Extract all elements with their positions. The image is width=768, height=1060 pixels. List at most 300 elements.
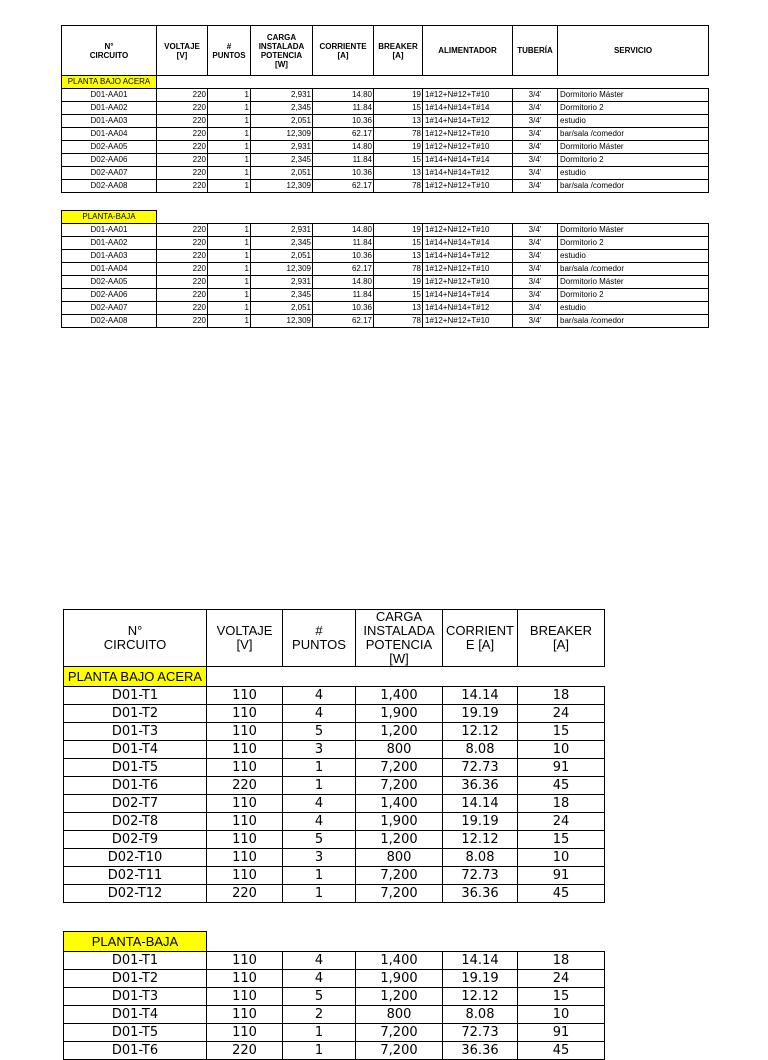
table-cell: 7,200 [356,885,443,903]
table-cell: 91 [518,1024,605,1042]
table-row [62,276,709,289]
table-cell: 19 [374,276,423,289]
t1-header-3: CARGA INSTALADA POTENCIA [W] [251,26,313,76]
table-cell: 10.36 [313,302,374,315]
table-cell: 2,051 [251,250,313,263]
table-cell: 62.17 [313,263,374,276]
table-cell: 1#12+N#12+T#10 [423,141,513,154]
section-label: PLANTA-BAJA [64,932,207,952]
table-cell: 220 [157,89,208,102]
table-cell: 3/4' [513,302,558,315]
table-cell: 3/4' [513,180,558,193]
table-cell: 24 [518,813,605,831]
table-cell: 1,400 [356,687,443,705]
table-cell: 3/4' [513,237,558,250]
table-cell: D02-AA07 [62,167,157,180]
table-cell: 110 [207,867,283,885]
table-cell: 1 [208,128,251,141]
table-cell: D02-T9 [64,831,207,849]
section-label: PLANTA-BAJA [62,211,157,224]
t1-header-8: SERVICIO [558,26,709,76]
table-cell: 3/4' [513,167,558,180]
table-cell: D02-T8 [64,813,207,831]
table-cell: 72.73 [443,867,518,885]
table-cell: 8.08 [443,849,518,867]
table-cell: 1 [208,315,251,328]
table-row [64,970,605,988]
table-cell: 3/4' [513,102,558,115]
table-cell: 1#12+N#12+T#10 [423,224,513,237]
table-cell: 5 [283,988,356,1006]
table-cell: 3 [283,741,356,759]
table-cell: 220 [207,1042,283,1060]
table-cell: 11.84 [313,237,374,250]
table-cell: 3/4' [513,141,558,154]
table-cell: 11.84 [313,102,374,115]
table-cell: bar/sala /comedor [558,128,709,141]
table-cell: 220 [157,167,208,180]
table-cell: 220 [157,263,208,276]
table-cell: D01-AA04 [62,263,157,276]
table-cell: 1,200 [356,988,443,1006]
table-cell: D01-AA01 [62,89,157,102]
table-cell: 1,900 [356,970,443,988]
table-cell: 15 [518,988,605,1006]
table-cell: 36.36 [443,777,518,795]
table-cell: 1#12+N#12+T#10 [423,180,513,193]
table-cell: 11.84 [313,289,374,302]
table-cell: 220 [157,224,208,237]
section-gap [62,193,709,211]
table-cell: 7,200 [356,777,443,795]
table-cell: 1 [208,237,251,250]
table-cell: 1 [208,276,251,289]
table-cell: estudio [558,302,709,315]
section-row [64,932,605,952]
circuit-table-small [61,25,709,328]
table-cell: Dormitorio Máster [558,141,709,154]
table-cell: 4 [283,795,356,813]
table-cell: 3/4' [513,224,558,237]
table-cell: 78 [374,180,423,193]
table-row [64,795,605,813]
table-cell: 4 [283,813,356,831]
table-cell: 3/4' [513,315,558,328]
table-cell: 4 [283,687,356,705]
table-cell: 62.17 [313,180,374,193]
table-cell: 45 [518,885,605,903]
table-row [64,849,605,867]
table-row [64,867,605,885]
table-cell: 78 [374,315,423,328]
t1-header-4: CORRIENTE [A] [313,26,374,76]
table-cell: 7,200 [356,1042,443,1060]
table-cell: Dormitorio 2 [558,102,709,115]
table-cell: 1#14+N#14+T#14 [423,237,513,250]
table-cell: 15 [374,237,423,250]
table-cell: 62.17 [313,315,374,328]
table-cell: D01-T2 [64,705,207,723]
table-cell: 13 [374,250,423,263]
table-cell: 110 [207,759,283,777]
table-cell: 110 [207,1024,283,1042]
table-cell: 800 [356,1006,443,1024]
table-cell: 110 [207,741,283,759]
table-cell: 72.73 [443,1024,518,1042]
table-cell: D02-AA08 [62,180,157,193]
table-cell: 2,931 [251,276,313,289]
table-cell: 78 [374,263,423,276]
table-cell: 1#14+N#14+T#14 [423,154,513,167]
table-cell: D01-T6 [64,1042,207,1060]
section-row [62,211,709,224]
table-cell: 1#12+N#12+T#10 [423,263,513,276]
table-cell: Dormitorio 2 [558,154,709,167]
table-cell: 220 [157,141,208,154]
table-cell: 91 [518,759,605,777]
table-cell: 12,309 [251,180,313,193]
table-cell: 12.12 [443,723,518,741]
table-row [62,167,709,180]
table-cell: D02-AA06 [62,154,157,167]
table-cell: 19 [374,224,423,237]
table-cell: 3/4' [513,276,558,289]
table-cell: 19 [374,89,423,102]
table-cell: 110 [207,988,283,1006]
table-cell: 14.80 [313,141,374,154]
table-row [64,705,605,723]
table-row [62,224,709,237]
table-cell: 15 [374,102,423,115]
table-cell: 2,345 [251,154,313,167]
table-cell: 1 [208,180,251,193]
table-cell: 15 [374,154,423,167]
t1-header-2: # PUNTOS [208,26,251,76]
t1-header-1: VOLTAJE [V] [157,26,208,76]
table-cell: 18 [518,952,605,970]
table-cell: 7,200 [356,759,443,777]
table-cell: 3/4' [513,128,558,141]
table-cell: 72.73 [443,759,518,777]
table-cell: 1 [283,885,356,903]
table-cell: 2,931 [251,89,313,102]
table-row [62,154,709,167]
section-label: PLANTA BAJO ACERA [62,76,157,89]
table-cell: 18 [518,687,605,705]
table-row [64,952,605,970]
table-cell: 14.14 [443,687,518,705]
table-cell: 220 [157,289,208,302]
table-cell: D01-T6 [64,777,207,795]
section-gap [64,903,605,932]
table-cell: Dormitorio Máster [558,89,709,102]
table-row [64,1024,605,1042]
table-cell: 220 [157,302,208,315]
table-cell: bar/sala /comedor [558,263,709,276]
table-row [62,250,709,263]
table-cell: 220 [207,885,283,903]
table-cell: Dormitorio Máster [558,276,709,289]
table-cell: 220 [157,180,208,193]
table-cell: 62.17 [313,128,374,141]
table-cell: 2,345 [251,289,313,302]
table-cell: 110 [207,831,283,849]
table-cell: 10.36 [313,250,374,263]
table-cell: 1#14+N#14+T#14 [423,289,513,302]
table-cell: D01-AA03 [62,250,157,263]
table-cell: 1#14+N#14+T#12 [423,167,513,180]
table-cell: 220 [157,115,208,128]
table-cell: D01-T1 [64,952,207,970]
table-cell: D01-T4 [64,1006,207,1024]
table-cell: 36.36 [443,1042,518,1060]
table-cell: 2,345 [251,237,313,250]
table-cell: D01-AA02 [62,102,157,115]
table-cell: 19 [374,141,423,154]
table-cell: 220 [157,315,208,328]
table-cell: 1 [283,777,356,795]
t2-header-3: CARGA INSTALADA POTENCIA [W] [356,610,443,667]
table-cell: 3/4' [513,289,558,302]
table-cell: 10 [518,1006,605,1024]
table-row [64,1042,605,1060]
table-cell: 10 [518,741,605,759]
table-cell: estudio [558,250,709,263]
table-cell: 2,345 [251,102,313,115]
t2-header-4: CORRIENT E [A] [443,610,518,667]
table-cell: D01-T3 [64,723,207,741]
table-cell: 12,309 [251,263,313,276]
table-cell: 2,931 [251,224,313,237]
table-cell: 1#14+N#14+T#14 [423,102,513,115]
table-row [64,885,605,903]
table-row [62,315,709,328]
t1-header-5: BREAKER [A] [374,26,423,76]
table-cell: D02-T11 [64,867,207,885]
section-row [62,76,709,89]
table-cell: 15 [518,831,605,849]
table-row [62,180,709,193]
table-cell: 3/4' [513,89,558,102]
table-row [62,102,709,115]
table-cell: bar/sala /comedor [558,315,709,328]
table-cell: D01-T5 [64,759,207,777]
table-cell: D01-AA03 [62,115,157,128]
table-cell: 3/4' [513,154,558,167]
table-cell: 2,051 [251,115,313,128]
table-cell: 4 [283,952,356,970]
table-cell: 1,900 [356,813,443,831]
table-cell: 14.80 [313,276,374,289]
table-cell: 3/4' [513,263,558,276]
table-cell: 110 [207,1006,283,1024]
t1-header-0: N° CIRCUITO [62,26,157,76]
table-cell: 1 [208,115,251,128]
table-cell: 1 [208,224,251,237]
table-cell: 1 [208,154,251,167]
table-cell: 1 [208,302,251,315]
table-cell: 14.14 [443,952,518,970]
table-cell: 10.36 [313,115,374,128]
table-cell: 2 [283,1006,356,1024]
table-cell: D01-T5 [64,1024,207,1042]
table-cell: 7,200 [356,867,443,885]
table-cell: estudio [558,115,709,128]
table-cell: D02-AA05 [62,141,157,154]
table-row [64,741,605,759]
table-cell: 110 [207,705,283,723]
table-cell: 110 [207,849,283,867]
table-cell: 19.19 [443,813,518,831]
table-cell: 1 [283,1042,356,1060]
table-cell: 4 [283,705,356,723]
table-cell: 12,309 [251,128,313,141]
table-cell: 5 [283,723,356,741]
table-row [62,237,709,250]
table-cell: 220 [157,276,208,289]
table-cell: 5 [283,831,356,849]
table-cell: 110 [207,795,283,813]
table-cell: 800 [356,849,443,867]
table-cell: D01-T4 [64,741,207,759]
table-row [64,813,605,831]
table-cell: 10.36 [313,167,374,180]
table-cell: 1#12+N#12+T#10 [423,128,513,141]
section-label: PLANTA BAJO ACERA [64,667,207,687]
table-cell: Dormitorio 2 [558,289,709,302]
table-cell: Dormitorio Máster [558,224,709,237]
table-cell: 1#12+N#12+T#10 [423,276,513,289]
table-cell: 110 [207,952,283,970]
table-row [62,263,709,276]
table-cell: 12.12 [443,988,518,1006]
table-row [64,777,605,795]
table-cell: 1 [208,289,251,302]
table-cell: D02-AA07 [62,302,157,315]
table-cell: 1 [283,1024,356,1042]
table-cell: 78 [374,128,423,141]
table-cell: 1#14+N#14+T#12 [423,302,513,315]
table-cell: D01-AA01 [62,224,157,237]
table-cell: D01-T1 [64,687,207,705]
table-cell: 24 [518,970,605,988]
table-cell: 91 [518,867,605,885]
table-cell: bar/sala /comedor [558,180,709,193]
table-cell: 1 [208,102,251,115]
table-cell: 1 [208,167,251,180]
table-cell: 1#14+N#14+T#12 [423,115,513,128]
table-cell: 2,931 [251,141,313,154]
table-cell: 8.08 [443,741,518,759]
table-cell: 13 [374,302,423,315]
table-cell: 45 [518,777,605,795]
table-cell: 19.19 [443,705,518,723]
table-cell: 45 [518,1042,605,1060]
table-cell: D02-T7 [64,795,207,813]
table-cell: estudio [558,167,709,180]
table-cell: 1 [208,89,251,102]
circuit-table-large [63,609,605,1060]
table-cell: D02-T10 [64,849,207,867]
table-cell: 13 [374,167,423,180]
t2-header-0: N° CIRCUITO [64,610,207,667]
t2-header-2: # PUNTOS [283,610,356,667]
table-cell: D01-T3 [64,988,207,1006]
table-row [64,1006,605,1024]
table-cell: 7,200 [356,1024,443,1042]
table-cell: D02-AA06 [62,289,157,302]
section-row [64,667,605,687]
table-cell: 220 [157,128,208,141]
table-row [62,302,709,315]
table-cell: 1#14+N#14+T#12 [423,250,513,263]
table-cell: 2,051 [251,302,313,315]
table-cell: 220 [157,250,208,263]
table-cell: 1 [208,250,251,263]
table-cell: 1 [208,263,251,276]
table-cell: 10 [518,849,605,867]
table-row [64,831,605,849]
table-row [64,759,605,777]
table-cell: Dormitorio 2 [558,237,709,250]
table-cell: 4 [283,970,356,988]
table-cell: 1#12+N#12+T#10 [423,315,513,328]
table-row [64,988,605,1006]
table-row [62,115,709,128]
table-cell: 1#12+N#12+T#10 [423,89,513,102]
t1-header-6: ALIMENTADOR [423,26,513,76]
table-cell: 14.80 [313,89,374,102]
table-cell: D02-AA05 [62,276,157,289]
table-cell: 800 [356,741,443,759]
table-cell: D02-T12 [64,885,207,903]
table-cell: 220 [157,102,208,115]
table-cell: 220 [207,777,283,795]
table-row [62,289,709,302]
table-cell: 3 [283,849,356,867]
t1-header-7: TUBERÍA [513,26,558,76]
table-row [62,141,709,154]
table-cell: 13 [374,115,423,128]
t2-header-1: VOLTAJE [V] [207,610,283,667]
table-cell: 24 [518,705,605,723]
table-cell: 36.36 [443,885,518,903]
table-cell: 1,900 [356,705,443,723]
table-cell: 3/4' [513,250,558,263]
table-cell: 12,309 [251,315,313,328]
table-cell: 1,400 [356,795,443,813]
t2-header-5: BREAKER [A] [518,610,605,667]
table-row [64,687,605,705]
table-cell: 8.08 [443,1006,518,1024]
table-cell: 1,400 [356,952,443,970]
table-cell: 11.84 [313,154,374,167]
table-cell: 15 [374,289,423,302]
table-cell: 220 [157,154,208,167]
table-cell: D02-AA08 [62,315,157,328]
table-row [62,128,709,141]
table-cell: 220 [157,237,208,250]
table-cell: 19.19 [443,970,518,988]
table-cell: 110 [207,970,283,988]
table-cell: 15 [518,723,605,741]
table-cell: 1 [283,867,356,885]
table-cell: 3/4' [513,115,558,128]
table-cell: 14.80 [313,224,374,237]
table-row [62,89,709,102]
table-cell: D01-T2 [64,970,207,988]
table-cell: D01-AA04 [62,128,157,141]
